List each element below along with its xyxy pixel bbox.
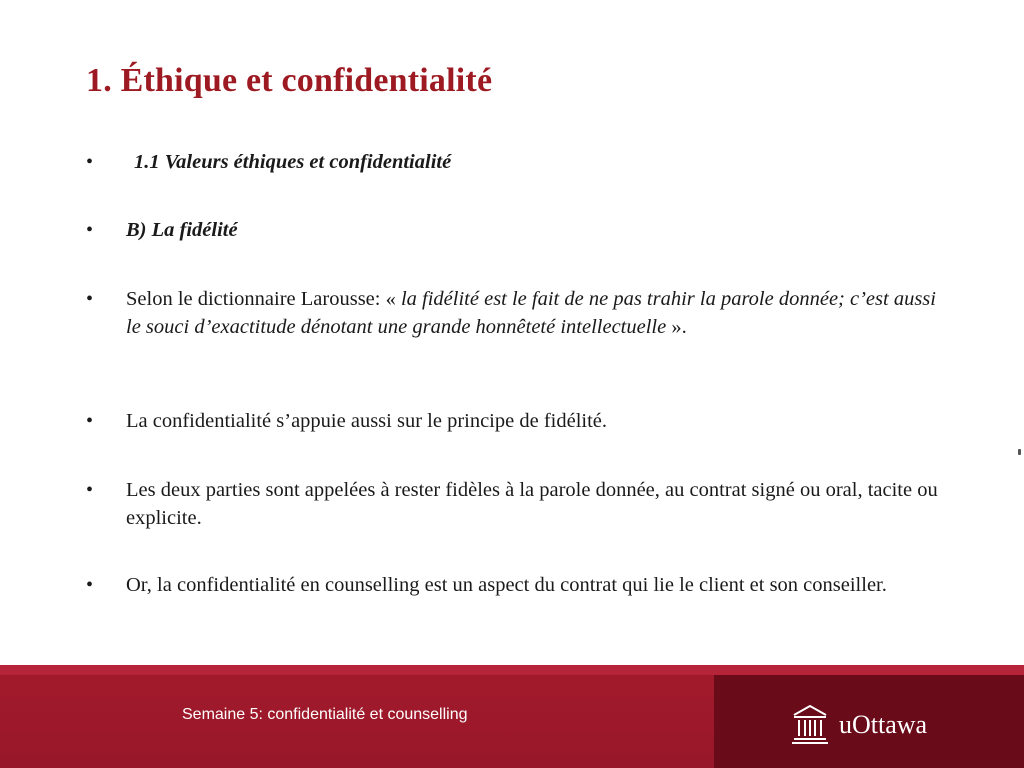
bullet-marker: •	[86, 574, 94, 596]
bullet-text: B) La fidélité	[126, 219, 238, 241]
edge-marker	[1018, 449, 1021, 455]
bullet-text: Les deux parties sont appelées à rester fidèles à la parole donnée, au contrat signé ou oral, tacite ou explicite.	[126, 479, 938, 529]
bullet-text	[126, 285, 941, 341]
bullet-marker: •	[86, 479, 94, 501]
quote-definition: la fidélité est le fait de ne pas trahir la parole donnée; c’est aussi le souci d’exactitude dénotant une grande honnêteté intellectuelle	[126, 288, 936, 338]
logo-wordmark: uOttawa	[839, 710, 928, 739]
bullet-marker: •	[86, 288, 94, 310]
quote-prefix: Selon le dictionnaire Larousse: «	[126, 288, 401, 310]
bullet-marker: •	[86, 219, 94, 241]
bullet-text: 1.1 Valeurs éthiques et confidentialité	[134, 151, 452, 173]
footer-caption: Semaine 5: confidentialité et counselling	[182, 706, 468, 723]
bullet-marker: •	[86, 151, 94, 173]
footer-stripe	[0, 665, 1024, 675]
bullet-text: La confidentialité s’appuie aussi sur le principe de fidélité.	[126, 410, 608, 432]
slide-title: 1. Éthique et confidentialité	[86, 62, 493, 99]
quote-suffix: ».	[666, 316, 687, 338]
bullet-text: Or, la confidentialité en counselling est un aspect du contrat qui lie le client et son conseiller.	[126, 574, 887, 596]
university-building-icon	[791, 703, 829, 745]
bullet-marker: •	[86, 410, 94, 432]
uottawa-logo	[791, 703, 961, 747]
